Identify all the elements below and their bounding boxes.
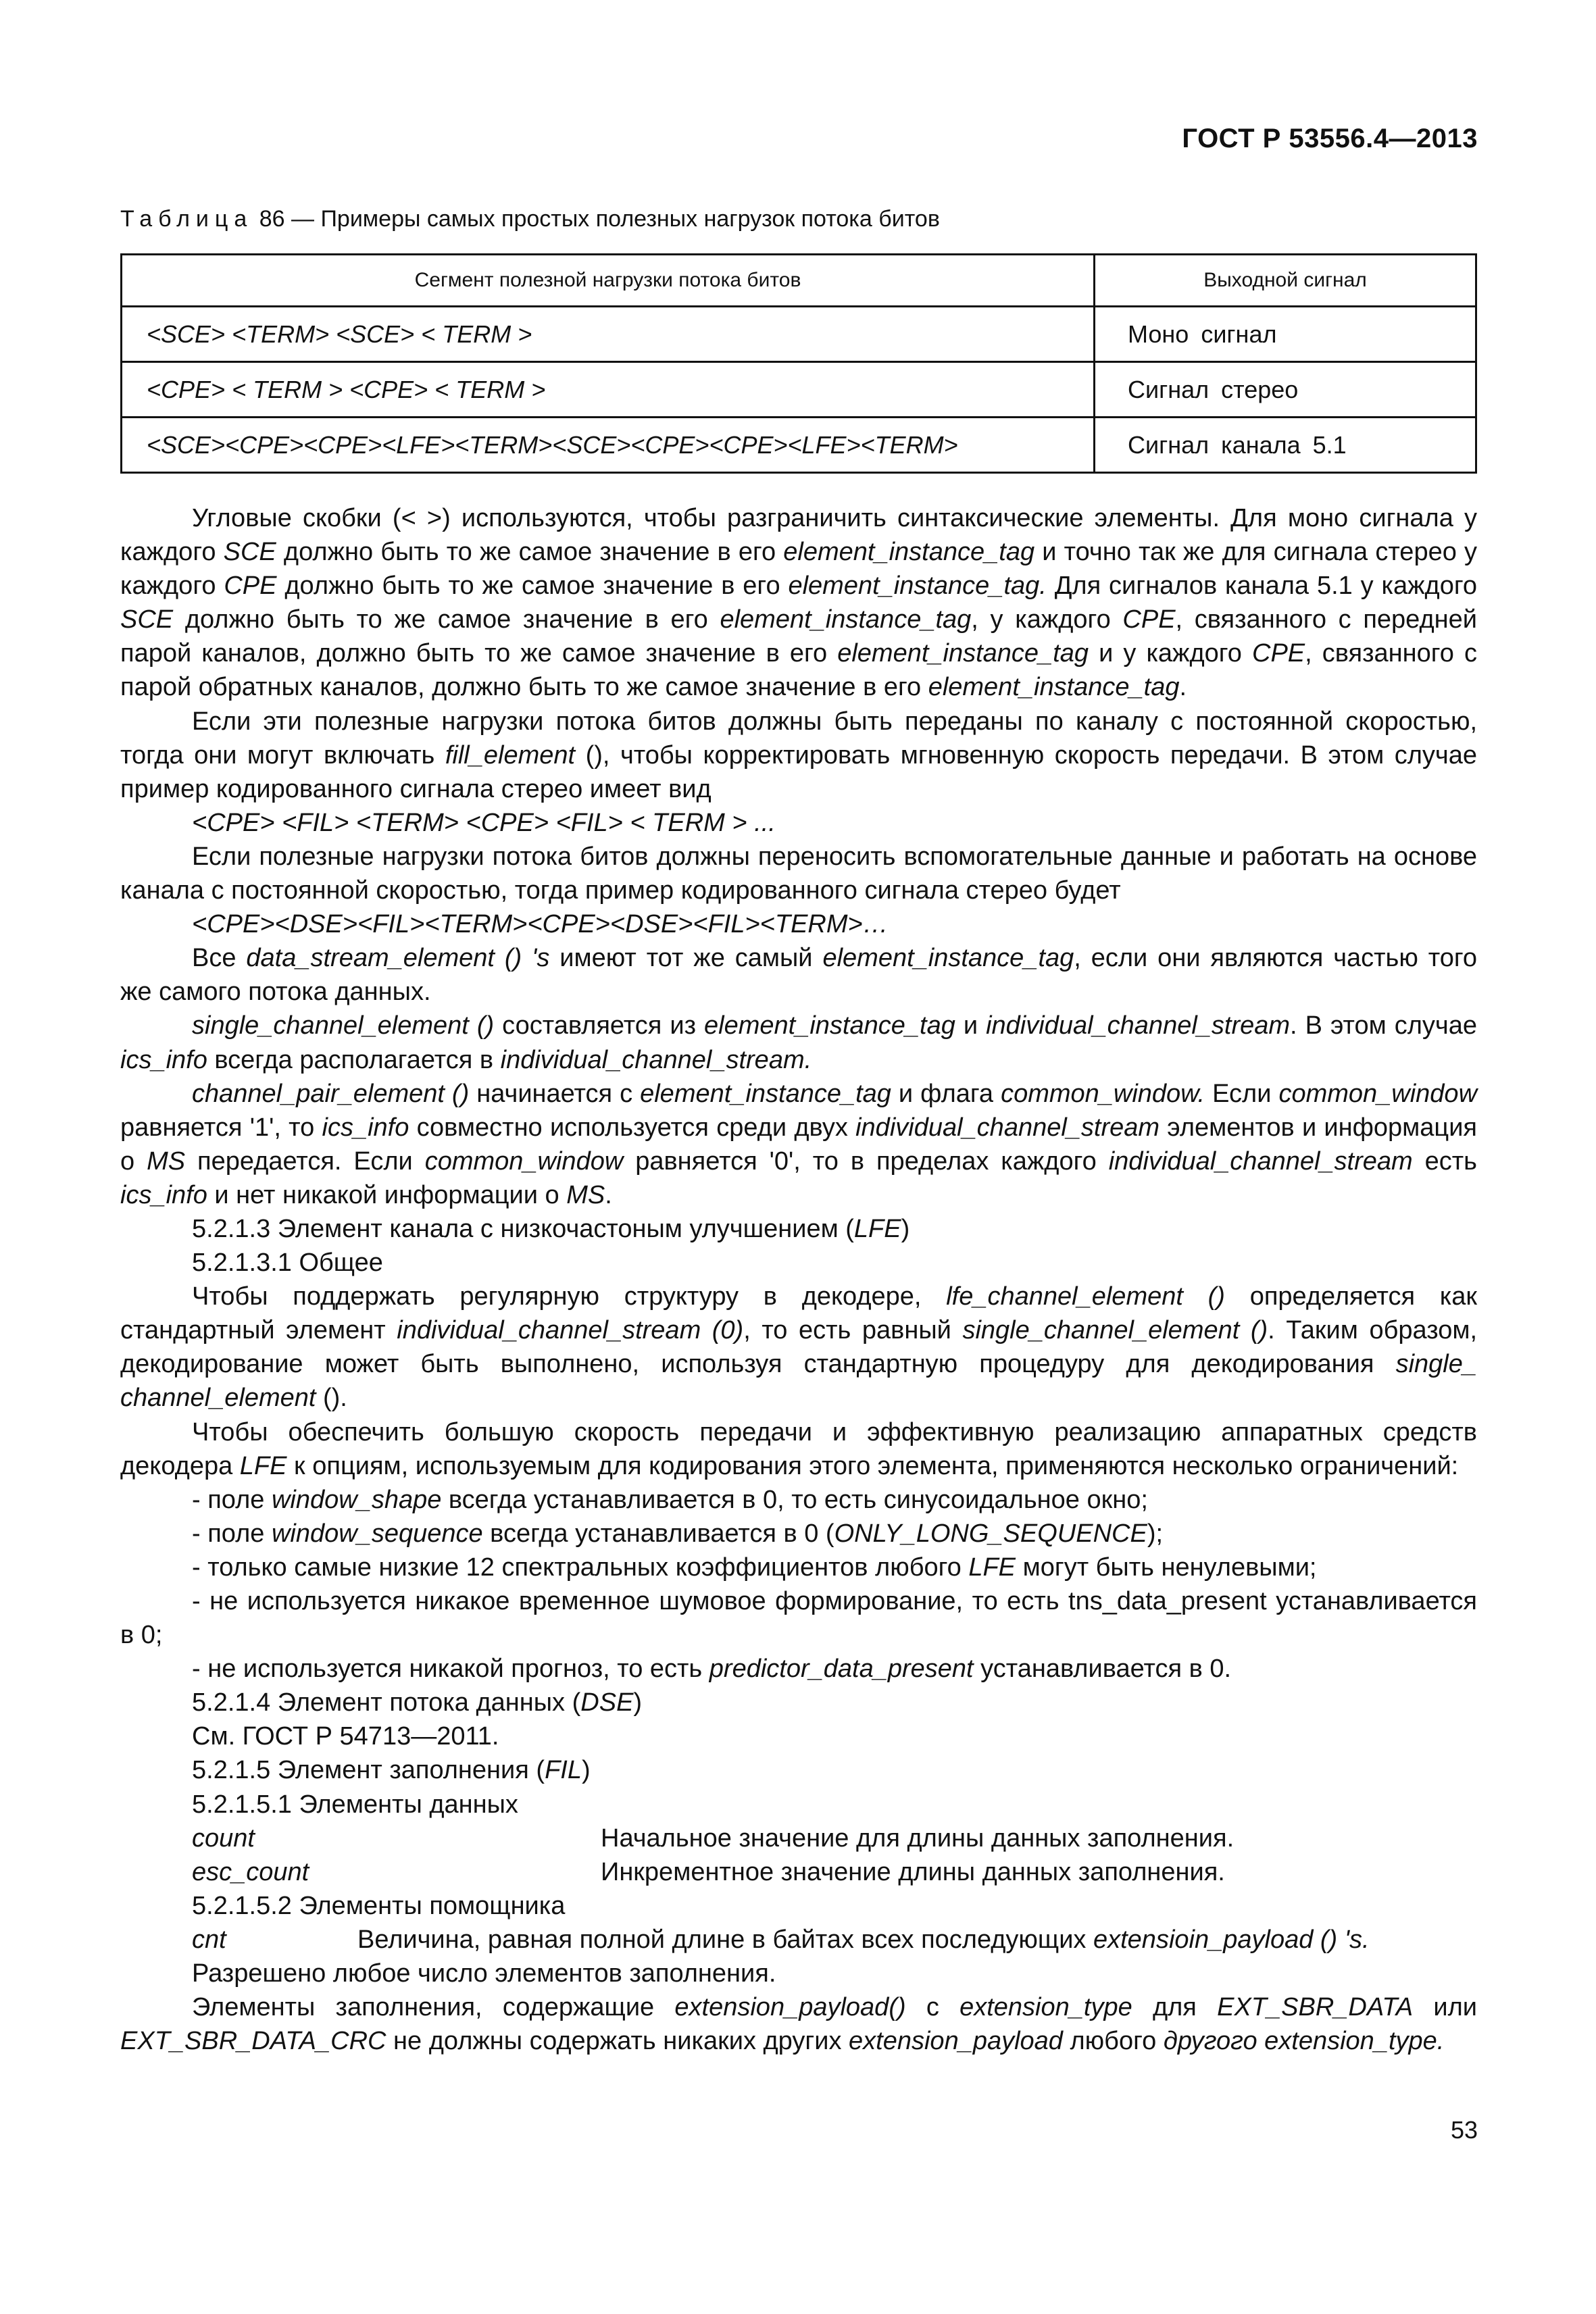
code-example: <CPE><DSE><FIL><TERM><CPE><DSE><FIL><TERM>… [192,910,889,939]
table-cell: <CPE> < TERM > <CPE> < TERM > [122,362,1095,418]
table-cell: <SCE><CPE><CPE><LFE><TERM><SCE><CPE><CPE><LFE><TERM> [122,418,1095,473]
paragraph: Разрешено любое число элементов заполнения. [192,1959,776,1988]
paragraph: single_channel_element () составляется из element_instance_tag и individual_channel_stream. В этом случае ics_info всегда располагается в individual_channel_stream. [120,1011,1477,1074]
definition-row [120,1821,1477,1855]
column-header: Выходной сигнал [1095,255,1476,307]
paragraph: Если эти полезные нагрузки потока битов должны быть переданы по каналу с постоянной скоростью, тогда они могут включать fill_element (), чтобы корректировать мгновенную скорость передачи. В этом случае пример кодированного сигнала стерео имеет вид [120,707,1478,803]
section-heading: 5.2.1.5 Элемент заполнения (FIL) [192,1756,591,1785]
table-header-row [122,255,1476,307]
document-body [120,501,1477,2058]
list-item: - поле window_sequence всегда устанавливается в 0 (ONLY_LONG_SEQUENCE); [192,1519,1164,1548]
code-example: <CPE> <FIL> <TERM> <CPE> <FIL> < TERM > ... [192,808,776,837]
paragraph: Если полезные нагрузки потока битов должны переносить вспомогательные данные и работать на основе канала с постоянной скоростью, тогда пример кодированного сигнала стерео будет [120,842,1477,905]
paragraph: Чтобы поддержать регулярную структуру в декодере, lfe_channel_element () определяется как стандартный элемент individual_channel_stream (0), то есть равный single_channel_element (). Таким образом, декодирование может быть выполнено, используя стандартную процедуру для декодирования single_ channel_element (). [120,1282,1478,1413]
table-cell: Сигнал стерео [1095,362,1476,418]
definition-row [120,1855,1477,1889]
table-caption [120,206,940,232]
table-caption-text: 86 — Примеры самых простых полезных нагрузок потока битов [253,206,940,232]
list-item: - поле window_shape всегда устанавливается в 0, то есть синусоидальное окно; [192,1485,1148,1514]
paragraph: channel_pair_element () начинается с element_instance_tag и флага common_window. Если common_window равняется '1', то ics_info совместно используется среди двух individual_channel_stream элементов и информация о MS передается. Если common_window равняется '0', то в пределах каждого individual_channel_stream есть ics_info и нет никакой информации о MS. [120,1079,1478,1209]
table-cell: Моно сигнал [1095,307,1476,362]
section-heading: 5.2.1.3.1 Общее [192,1249,383,1278]
table-row [122,418,1476,473]
table-cell: Сигнал канала 5.1 [1095,418,1476,473]
list-item: - только самые низкие 12 спектральных коэффициентов любого LFE могут быть ненулевыми; [192,1553,1317,1582]
column-header: Сегмент полезной нагрузки потока битов [122,255,1095,307]
definition-description: Инкрементное значение длины данных заполнения. [601,1857,1225,1886]
definition-row [120,1923,1477,1957]
definition-term: cnt [192,1925,226,1954]
section-heading: 5.2.1.5.2 Элементы помощника [192,1891,566,1920]
definition-description: Величина, равная полной длине в байтах всех последующих extensioin_payload () 's. [357,1925,1370,1954]
definition-term: esc_count [192,1857,309,1886]
table-row [122,362,1476,418]
section-heading: 5.2.1.4 Элемент потока данных (DSE) [192,1688,643,1717]
definition-term: count [192,1823,255,1853]
list-item: - не используется никакое временное шумовое формирование, то есть tns_data_present устанавливается в 0; [120,1587,1477,1650]
section-heading: 5.2.1.5.1 Элементы данных [192,1790,518,1819]
list-item: - не используется никакой прогноз, то есть predictor_data_present устанавливается в 0. [192,1655,1232,1684]
paragraph: Все data_stream_element () 's имеют тот же самый element_instance_tag, если они являются частью того же самого потока данных. [120,944,1478,1007]
table-cell: <SCE> <TERM> <SCE> < TERM > [122,307,1095,362]
paragraph: Элементы заполнения, содержащие extension_payload() с extension_type для EXT_SBR_DATA или EXT_SBR_DATA_CRC не должны содержать никаких других extension_payload любого другого extension_type. [120,1993,1477,2056]
section-heading: 5.2.1.3 Элемент канала с низкочастоным улучшением (LFE) [192,1214,910,1243]
table-row [122,307,1476,362]
table-caption-label: Таблица [120,206,253,232]
reference: См. ГОСТ Р 54713—2011. [192,1722,499,1751]
paragraph: Чтобы обеспечить большую скорость передачи и эффективную реализацию аппаратных средств декодера LFE к опциям, используемым для кодирования этого элемента, применяются несколько ограничений: [120,1417,1477,1480]
paragraph: Угловые скобки (< >) используются, чтобы разграничить синтаксические элементы. Для моно сигнала у каждого SCE должно быть то же самое значение в его element_instance_tag и точно так же для сигнала стерео у каждого CPE должно быть то же самое значение в его element_instance_tag. Для сигналов канала 5.1 у каждого SCE должно быть то же самое значение в его element_instance_tag, у каждого CPE, связанного с передней парой каналов, должно быть то же самое значение в его element_instance_tag и у каждого CPE, связанного с парой обратных каналов, должно быть то же самое значение в его element_instance_tag. [120,504,1478,702]
bitstream-examples-table [120,253,1477,474]
page-number: 53 [1450,2116,1478,2144]
standard-header: ГОСТ Р 53556.4—2013 [1182,124,1478,153]
definition-description: Начальное значение для длины данных заполнения. [601,1823,1235,1853]
